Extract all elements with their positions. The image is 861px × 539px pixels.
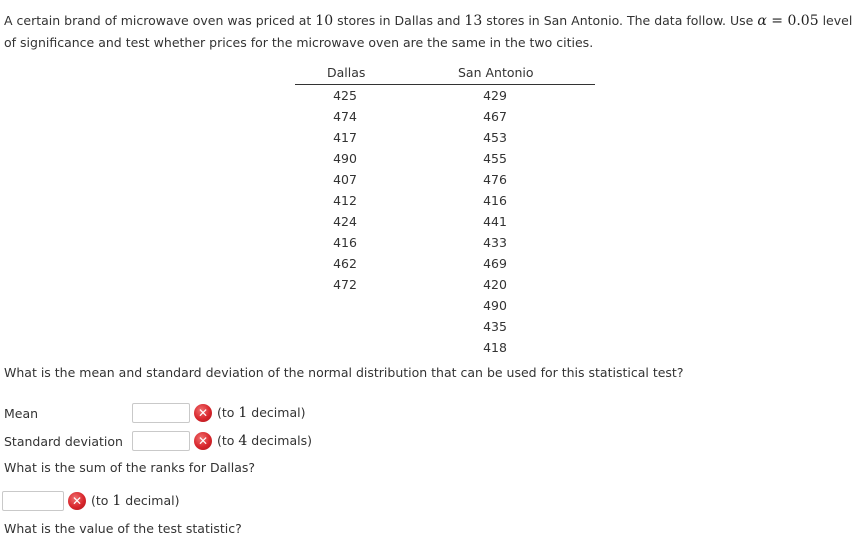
table-cell: 429: [483, 88, 507, 103]
question-rank-sum: What is the sum of the ranks for Dallas?: [4, 460, 256, 475]
store-count-dallas: 10: [315, 13, 334, 29]
table-cell: 407: [333, 172, 357, 187]
sd-row: [4, 429, 312, 453]
price-table: [295, 63, 595, 355]
table-cell: 472: [333, 277, 357, 292]
header-dallas: Dallas: [327, 65, 366, 80]
table-cell: 416: [483, 193, 507, 208]
table-cell: 474: [333, 109, 357, 124]
incorrect-icon: ✕: [194, 432, 212, 450]
rank-hint: (to 1 decimal): [91, 493, 180, 509]
incorrect-icon: ✕: [68, 492, 86, 510]
rank-sum-input[interactable]: [2, 491, 64, 511]
table-cell: 424: [333, 214, 357, 229]
table-cell: 467: [483, 109, 507, 124]
table-cell: 435: [483, 319, 507, 334]
table-cell: 425: [333, 88, 357, 103]
rank-row: [2, 489, 179, 513]
alpha-value: 0.05: [787, 13, 819, 29]
alpha-symbol: α: [757, 13, 767, 29]
store-count-san-antonio: 13: [464, 13, 483, 29]
table-cell: 416: [333, 235, 357, 250]
table-cell: 462: [333, 256, 357, 271]
table-cell: 433: [483, 235, 507, 250]
table-cell: 469: [483, 256, 507, 271]
table-cell: 453: [483, 130, 507, 145]
dallas-column: [295, 85, 395, 295]
mean-hint: (to 1 decimal): [217, 405, 306, 421]
table-cell: 418: [483, 340, 507, 355]
mean-label: Mean: [4, 405, 39, 421]
incorrect-icon: ✕: [194, 404, 212, 422]
question-mean-sd: What is the mean and standard deviation of the normal distribution that can be used for this statistical test?: [4, 365, 684, 380]
table-cell: 441: [483, 214, 507, 229]
sd-label: Standard deviation: [4, 433, 123, 449]
question-test-statistic: What is the value of the test statistic?: [4, 521, 242, 536]
table-cell: 490: [333, 151, 357, 166]
sd-input[interactable]: [132, 431, 190, 451]
header-san-antonio: San Antonio: [458, 65, 534, 80]
table-cell: 455: [483, 151, 507, 166]
table-cell: 476: [483, 172, 507, 187]
mean-row: [4, 401, 305, 425]
table-cell: 420: [483, 277, 507, 292]
table-cell: 417: [333, 130, 357, 145]
table-cell: 490: [483, 298, 507, 313]
problem-statement: A certain brand of microwave oven was priced at 10 stores in Dallas and 13 stores in San Antonio. The data follow. Use α = 0.05 level of significance and test whether prices for the microwave oven are the same in the two cities.: [4, 13, 853, 50]
san-antonio-column: [445, 85, 545, 358]
table-header: [295, 63, 595, 85]
mean-input[interactable]: [132, 403, 190, 423]
table-cell: 412: [333, 193, 357, 208]
sd-hint: (to 4 decimals): [217, 433, 312, 449]
